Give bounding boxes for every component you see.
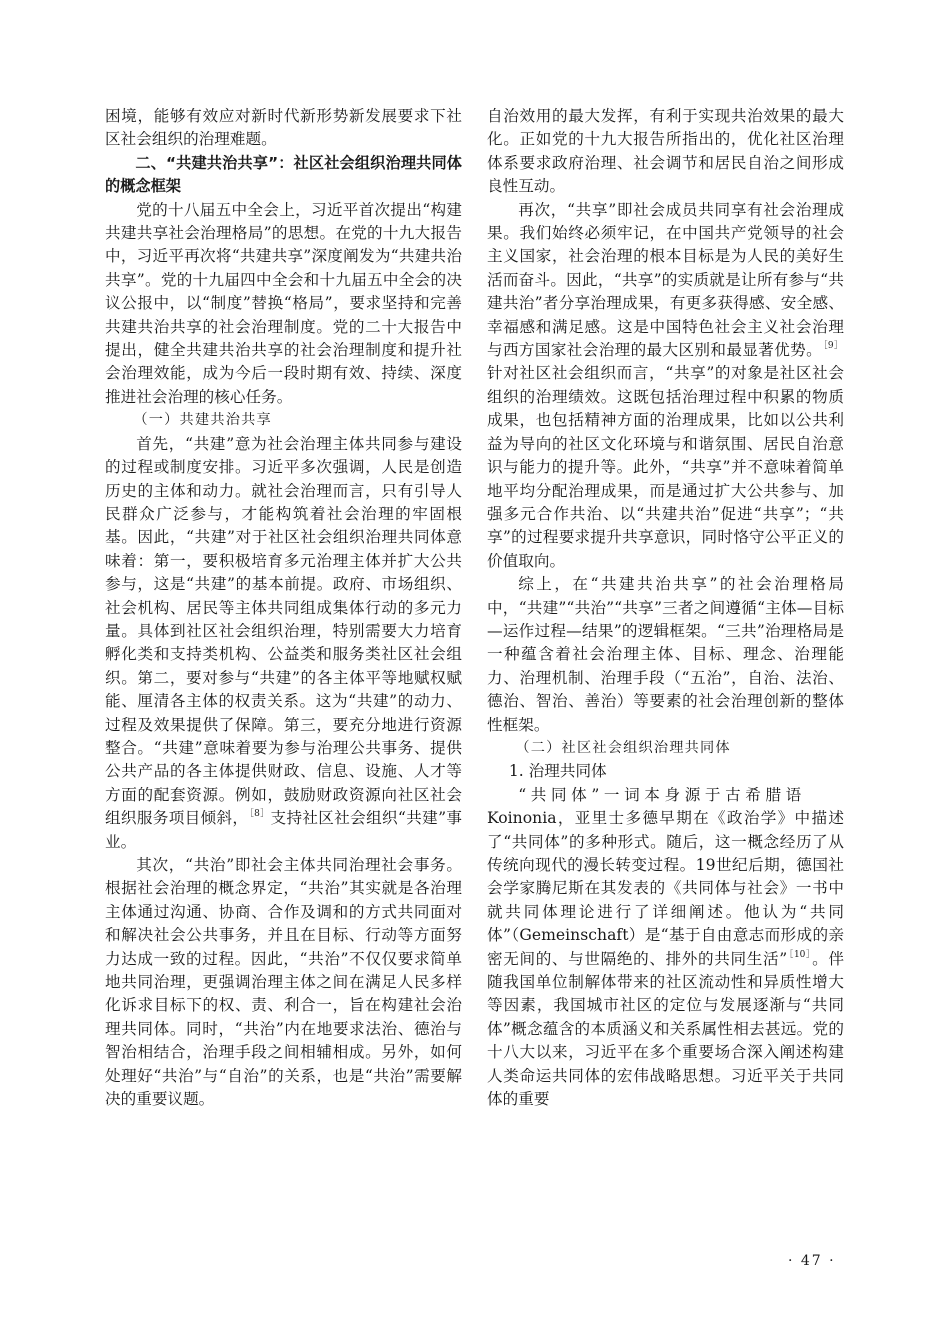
paragraph-continuation: 自治效用的最大发挥，有利于实现共治效果的最大化。正如党的十九大报告所指出的，优化社区治理体系要求政府治理、社会调节和居民自治之间形成良性互动。: [487, 107, 844, 196]
section-heading-2: 二、“共建共治共享”：社区社会组织治理共同体的概念框架: [105, 153, 462, 196]
paragraph-text: 再次，“共享”即社会成员共同享有社会治理成果。我们始终必须牢记，在中国共产党领导的社会主义国家，社会治理的根本目标是为人民的美好生活而奋斗。因此，“共享”的实质就是让所有参与“共建共治”者分享治理成果，有更多获得感、安全感、幸福感和满足感。这是中国特色社会主义社会治理与西方国家社会治理的最大区别和最显著优势。: [487, 200, 844, 360]
left-column: [105, 105, 462, 1111]
subsection-heading-2: （二）社区社会组织治理共同体: [515, 739, 731, 756]
paragraph-party-plenary: 党的十八届五中全会上，习近平首次提出“构建共建共享社会治理格局”的思想。在党的十九大报告中，习近平再次将“共建共享”深度阐发为“共建共治共享”。党的十九届四中全会和十九届五中全会的决议公报中，以“制度”替换“格局”，要求坚持和完善共建共治共享的社会治理制度。党的二十大报告中提出，健全共建共治共享的社会治理制度和提升社会治理效能，成为今后一段时期有效、持续、深度推进社会治理的核心任务。: [105, 200, 462, 406]
right-column: [487, 105, 844, 1111]
page-number: · 47 ·: [788, 1253, 836, 1269]
citation-ref-9: ［9］: [823, 341, 844, 352]
paragraph-gongzhi: 其次，“共治”即社会主体共同治理社会事务。根据社会治理的概念界定，“共治”其实就是各治理主体通过沟通、协商、合作及调和的方式共同面对和解决社会公共事务，并且在目标、行动等方面努力达成一致的过程。因此，“共治”不仅仅要求简单地共同治理，更强调治理主体之间在满足人民多样化诉求目标下的权、责、利合一，旨在构建社会治理共同体。同时，“共治”内在地要求法治、德治与智治相结合，治理手段之间相辅相成。另外，如何处理好“共治”与“自治”的关系，也是“共治”需要解决的重要议题。: [105, 856, 462, 1109]
paragraph-text: 首先，“共建”意为社会治理主体共同参与建设的过程或制度安排。习近平多次强调，人民是创造历史的主体和动力。就社会治理而言，只有引导人民群众广泛参与，才能构筑着社会治理的牢固根基。因此，“共建”对于社区社会组织治理共同体意味着：第一，要积极培育多元治理主体并扩大公共参与，这是“共建”的基本前提。政府、市场组织、社会机构、居民等主体共同组成集体行动的多元力量。具体到社区社会组织治理，特别需要大力培育孵化类和支持类机构、公益类和服务类社区社会组织。第二，要对参与“共建”的各主体平等地赋权赋能、厘清各主体的权责关系。这为“共建”的动力、过程及效果提供了保障。第三，要充分地进行资源整合。“共建”意味着要为参与治理公共事务、提供公共产品的各主体提供财政、信息、设施、人才等方面的配套资源。例如，鼓励财政资源向社区社会组织服务项目倾斜，: [105, 434, 462, 828]
citation-ref-8: ［8］: [249, 809, 270, 820]
paragraph-gongxiang: [487, 199, 844, 574]
paragraph-summary: 综上，在“共建共治共享”的社会治理格局中，“共建”“共治”“共享”三者之间遵循“主体—目标—运作过程—结果”的逻辑框架。“三共”治理格局是一种蕴含着社会治理主体、目标、理念、治理能力、治理机制、治理手段（“五治”，自治、法治、德治、智治、善治）等要素的社会治理创新的整体性框架。: [487, 575, 844, 734]
subsection-heading-1: （一）共建共治共享: [133, 412, 272, 429]
paragraph-gongjian: [105, 433, 462, 854]
paragraph-continuation: 困境，能够有效应对新时代新形势新发展要求下社区社会组织的治理难题。: [105, 107, 462, 149]
paragraph-text: 支持社区社会组织“共建”事业。: [105, 809, 462, 851]
paragraph-text: 。伴随我国单位制解体带来的社区流动性和异质性增大等因素，我国城市社区的定位与发展逐渐与“共同体”概念蕴含的本质涵义和关系属性相去甚远。党的十八大以来，习近平在多个重要场合深入阐述构建人类命运共同体的宏伟战略思想。习近平关于共同体的重要: [487, 949, 845, 1109]
paragraph-text: Koinonia，亚里士多德早期在《政治学》中描述了“共同体”的多种形式。随后，这一概念经历了从传统向现代的漫长转变过程。19世纪后期，德国社会学家腾尼斯在其发表的《共同体与社会》一书中就共同体理论进行了详细阐述。他认为“共同体”（Gemeinschaft）是“基于自由意志而形成的亲密无间的、与世隔绝的、排外的共同生活”: [487, 809, 844, 968]
paragraph-community-first-line: “共同体”一词本身源于古希腊语: [518, 785, 806, 804]
paragraph-text: 针对社区社会组织而言，“共享”的对象是社区社会组织的治理绩效。这既包括治理过程中积累的物质成果，也包括精神方面的治理成果，比如以公共利益为导向的社区文化环境与和谐氛围、居民自治意识与能力的提升等。此外，“共享”并不意味着简单地平均分配治理成果，而是通过扩大公共参与、加强多元合作共治、以“共建共治”促进“共享”；“共享”的过程要求提升共享意识，同时恪守公平正义的价值取向。: [487, 364, 844, 570]
paragraph-community: [487, 807, 844, 1111]
citation-ref-10: ［10］: [788, 949, 812, 960]
subsubsection-heading: 1. 治理共同体: [508, 762, 607, 781]
